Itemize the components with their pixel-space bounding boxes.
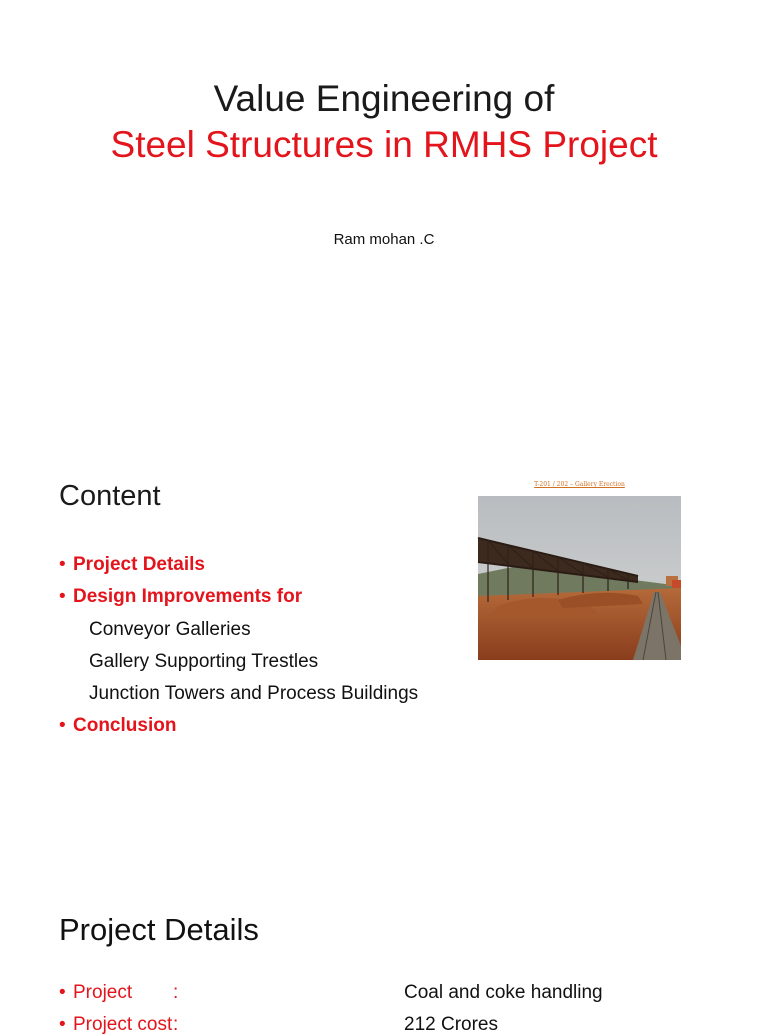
project-details-slide (0, 880, 768, 1035)
gallery-erection-photo (478, 496, 681, 660)
list-item-design-improvements: • Design Improvements for (59, 581, 418, 613)
slide-title-line2: Steel Structures in RMHS Project (110, 124, 658, 165)
list-subitem-junction-towers: Junction Towers and Process Buildings (89, 683, 419, 705)
title-slide (0, 0, 768, 440)
content-slide (0, 440, 768, 880)
author-name: Ram mohan .C (333, 231, 435, 248)
slide-title-line1: Value Engineering of (213, 78, 555, 119)
detail-row-project-cost (59, 1014, 498, 1036)
list-item-project-details: • Project Details (59, 549, 418, 581)
content-title: Content (59, 480, 161, 512)
detail-colon: : (173, 982, 179, 1003)
list-subitem-conveyor-galleries: Conveyor Galleries (89, 618, 251, 640)
detail-colon: : (173, 1014, 179, 1035)
project-details-title: Project Details (59, 912, 259, 947)
detail-label: • Project cost (59, 1014, 172, 1035)
list-subitem-gallery-trestles: Gallery Supporting Trestles (89, 650, 319, 672)
content-list (59, 549, 418, 743)
detail-row-project (59, 982, 603, 1004)
detail-value: Coal and coke handling (404, 982, 603, 1003)
list-item-conclusion: • Conclusion (59, 710, 418, 742)
detail-value: 212 Crores (404, 1014, 498, 1035)
detail-label: • Project (59, 982, 132, 1003)
photo-caption: T-201 / 202 – Gallery Erection (534, 481, 625, 488)
